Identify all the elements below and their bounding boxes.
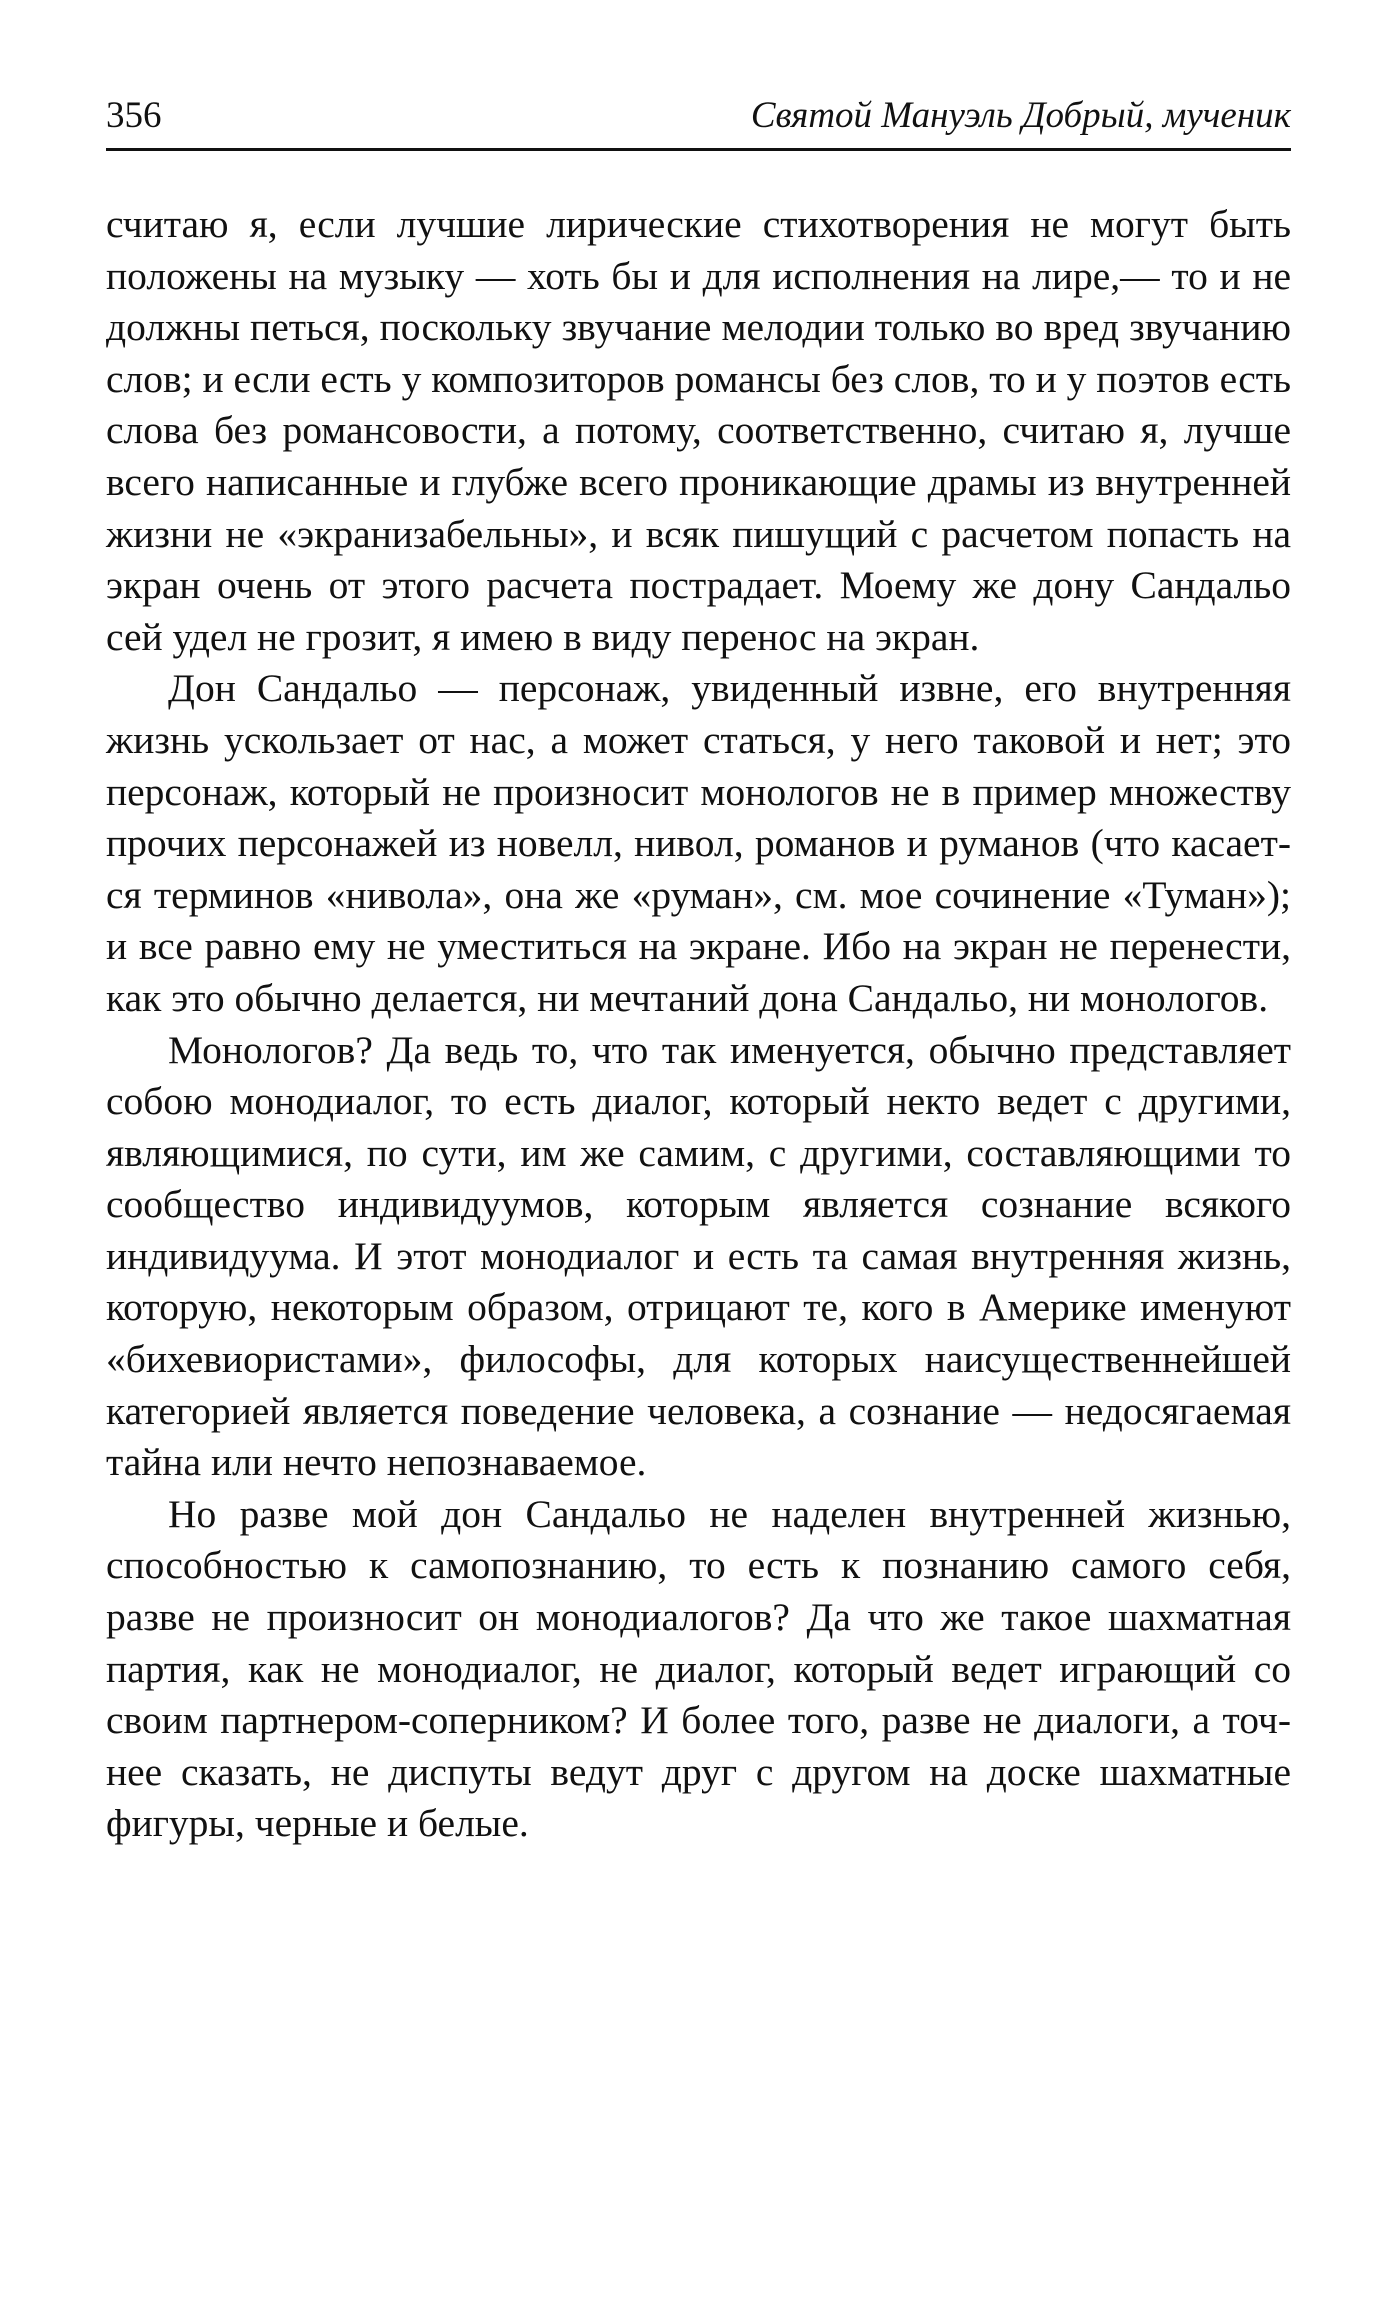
running-title: Святой Мануэль Добрый, мученик: [750, 95, 1291, 136]
paragraph: считаю я, если лучшие лирические стихотворения не могут быть положены на музыку — хоть бы и для исполнения на лире,— то и не должны петься, поскольку звучание мелодии только во вред звучанию слов; и если есть у композиторов романсы без слов, то и у поэтов есть слова без романсовости, а потому, соответственно, считаю я, лучше всего написанные и глубже всего проникающие драмы из внутренней жизни не «экранизабельны», и всяк пишущий с расчетом попасть на экран очень от этого расчета пострадает. Моему же дону Сандальо сей удел не грозит, я имею в виду перенос на экран.: [106, 202, 1291, 659]
body-text: [106, 199, 1291, 1850]
running-header: [106, 92, 1291, 151]
paragraph: Дон Сандальо — персонаж, увиденный извне, его внутренняя жизнь ускользает от нас, а может статься, у него таковой и нет; это персонаж, который не произносит монологов не в пример множеству прочих персонажей из новелл, нивол, романов и руманов (что касается терминов «нивола», она же «руман», см. мое сочинение «Туман»); и все равно ему не уместиться на экране. Ибо на экран не перенести, как это обычно делается, ни мечтаний дона Сандальо, ни монологов.: [106, 666, 1291, 1020]
paragraph: Монологов? Да ведь то, что так именуется, обычно представляет собою монодиалог, то есть диалог, который некто ведет с другими, являющимися, по сути, им же самим, с другими, составляющими то сообщество индивидуумов, которым является сознание всякого индивидуума. И этот монодиалог и есть та самая внутренняя жизнь, которую, некоторым образом, отрицают те, кого в Америке именуют «бихевиористами», философы, для которых наисущественнейшей категорией является поведение человека, а сознание — недосягаемая тайна или нечто непознаваемое.: [106, 1027, 1291, 1485]
paragraph: Но разве мой дон Сандальо не наделен внутренней жизнью, способностью к самопознанию, то есть к познанию самого себя, разве не произносит он монодиалогов? Да что же такое шахматная партия, как не монодиалог, не диалог, который ведет играющий со своим партнером-соперником? И более того, разве не диалоги, а точнее сказать, не диспуты ведут друг с другом на доске шахматные фигуры, черные и белые.: [106, 1491, 1291, 1846]
book-page: [106, 92, 1291, 1850]
page-number: 356: [106, 95, 162, 136]
